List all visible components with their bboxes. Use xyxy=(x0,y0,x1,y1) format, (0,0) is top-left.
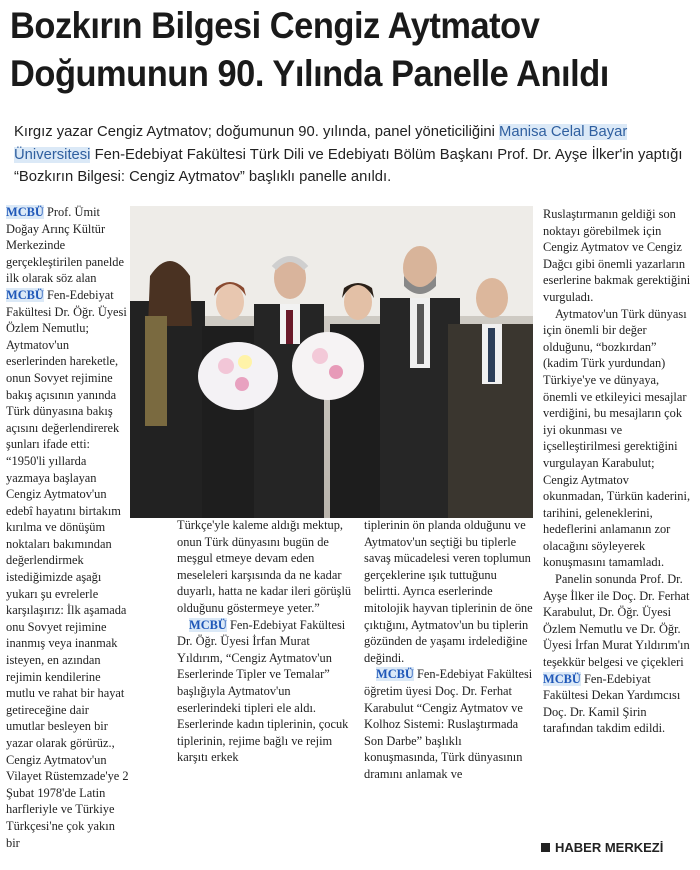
column-3-text-b: Fen-Edebiyat Fakültesi öğretim üyesi Doç. Dr. Ferhat Karabulut “Cengiz Aytmatov ve Kolhoz Sistemi: Ruslaştırmada Son Darbe” başlıklı konuşmasında, Türk dünyasının dramını anlamak ve xyxy=(364,667,533,781)
byline-text: HABER MERKEZİ xyxy=(555,840,664,855)
article-column-3 xyxy=(364,517,534,783)
column-2-paragraph-1: Türkçe'yle kaleme aldığı mektup, onun Türk dünyasını bugün de meşgul etmeye devam eden meseleleri karşısında da ne kadar duyarlı, hatta ne kadar ileri görüşlü olduğunu göstermeye yeter.” xyxy=(177,518,352,615)
column-4-text-c: Panelin sonunda Prof. Dr. Ayşe İlker ile Doç. Dr. Ferhat Karabulut, Dr. Öğr. Üyesi Özlem Nemutlu ve Dr. Öğr. Üyesi İrfan Murat Yıldırım'ın teşekkür belgesi ve çiçekleri xyxy=(543,572,690,670)
flower-bouquet-2 xyxy=(292,332,364,400)
column-1-text-a: Prof. Ümit Doğay Arınç Kültür Merkezinde gerçekleştirilen panelde ilk olarak söz alan xyxy=(6,205,124,286)
headline-line-1: Bozkırın Bilgesi Cengiz Aytmatov xyxy=(10,5,540,46)
mcbu-label: MCBÜ xyxy=(189,617,227,632)
article-column-2 xyxy=(177,517,355,766)
square-bullet-icon xyxy=(541,843,550,852)
headline-line-2: Doğumunun 90. Yılında Panelle Anıldı xyxy=(10,53,609,94)
flower-bouquet-1 xyxy=(198,342,278,410)
mcbu-label: MCBÜ xyxy=(376,667,414,682)
lead-paragraph xyxy=(14,121,690,189)
column-4-paragraph-2: Aytmatov'un Türk dünyası için önemli bir değer olduğunu, “bozkırdan” (kadim Türk yurdundan) Türkiye'ye ve dünyaya, önemli ve etkileyici mesajlar verdiğini, bu mesajların çok iyi okunması ve içselleştirilmesi gerektiğini vurgulayan Karabulut; Cengiz Aytmatov okunmadan, Türkün kaderini, tarihini, geleneklerini, hedeflerini anlamanın zor olacağını söyleyerek konuşmasını tamamladı. xyxy=(543,306,691,570)
article-column-4 xyxy=(543,206,691,737)
headline xyxy=(10,2,642,98)
column-2-text-b: Fen-Edebiyat Fakültesi Dr. Öğr. Üyesi İrfan Murat Yıldırım, “Cengiz Aytmatov'un Eserlerinde Tipler ve Temalar” başlığıyla Aytmatov'un eserlerindeki tipleri ele aldı. Eserlerinde kadın tiplerinin, çocuk tiplerinin, rejime bağlı ve rejim karşıtı erkek xyxy=(177,617,349,765)
column-1-text-b: Fen-Edebiyat Fakültesi Dr. Öğr. Üyesi Özlem Nemutlu; Aytmatov'un eserlerinden hareketle, onun Sovyet rejimine bakış açısının yanında Türk dünyasına bakış açısını değerlendirerek şunları ifade etti: “1950'li yıllarda yazmaya başlayan Cengiz Aytmatov'un edebî hayatını birtakım kırılma ve dönüşüm noktaları bakımından değerlendirmek istediğimizde aşağı yukarı şu evrelerle karşılaşırız: İlk aşamada onu Sovyet rejimine inanmış veya inanmak isteyen, en azından rejimin kendilerine mutlu ve rahat bir hayat getireceğine dair umutlar besleyen bir yazar olarak görürüz., Cengiz Aytmatov'un Vilayet Rüstemzade'ye 2 Şubat 1978'de Latin harfleriyle ve Türkiye Türkçesi'ne çok yakın bir xyxy=(6,287,129,850)
article-column-1 xyxy=(6,204,130,851)
lead-text-1: Kırgız yazar Cengiz Aytmatov; doğumunun 90. yılında, panel yöneticiliğini xyxy=(14,124,500,140)
lead-text-2: Fen-Edebiyat Fakültesi Türk Dili ve Edebiyatı Bölüm Başkanı Prof. Dr. Ayşe İlker'in yaptığı “Bozkırın Bilgesi: Cengiz Aytmatov” başlıklı panelle anıldı. xyxy=(14,146,683,185)
column-3-paragraph-1: tiplerinin ön planda olduğunu ve Aytmatov'un seçtiği bu tiplerle savaş mücadelesi veren toplumun gerçeklerine ışık tuttuğunu belirtti. Ayrıca eserlerinde mitolojik hayvan tiplerinin de öne çıktığını, Aytmatov'un bu tiplerin gözünden de yaşamı irdelediğine değindi. xyxy=(364,518,533,665)
event-photo xyxy=(130,206,533,518)
column-4-paragraph-1: Ruslaştırmanın geldiği son noktayı görebilmek için Cengiz Aytmatov ve Cengiz Dağcı gibi önemli yazarların eserlerine bakmak gerektiğini vurguladı. xyxy=(543,207,691,304)
university-name-line-2: Üniversitesi xyxy=(14,146,91,163)
mcbu-label: MCBÜ xyxy=(543,671,581,686)
column-4-text-d: Fen-Edebiyat Fakültesi Dekan Yardımcısı Doç. Dr. Kamil Şirin tarafından takdim edildi. xyxy=(543,671,681,736)
mcbu-label: MCBÜ xyxy=(6,287,44,302)
byline xyxy=(541,840,693,855)
mcbu-label: MCBÜ xyxy=(6,205,44,219)
university-name-line-1: Manisa Celal Bayar xyxy=(499,124,628,140)
event-photo-illustration xyxy=(130,206,533,518)
